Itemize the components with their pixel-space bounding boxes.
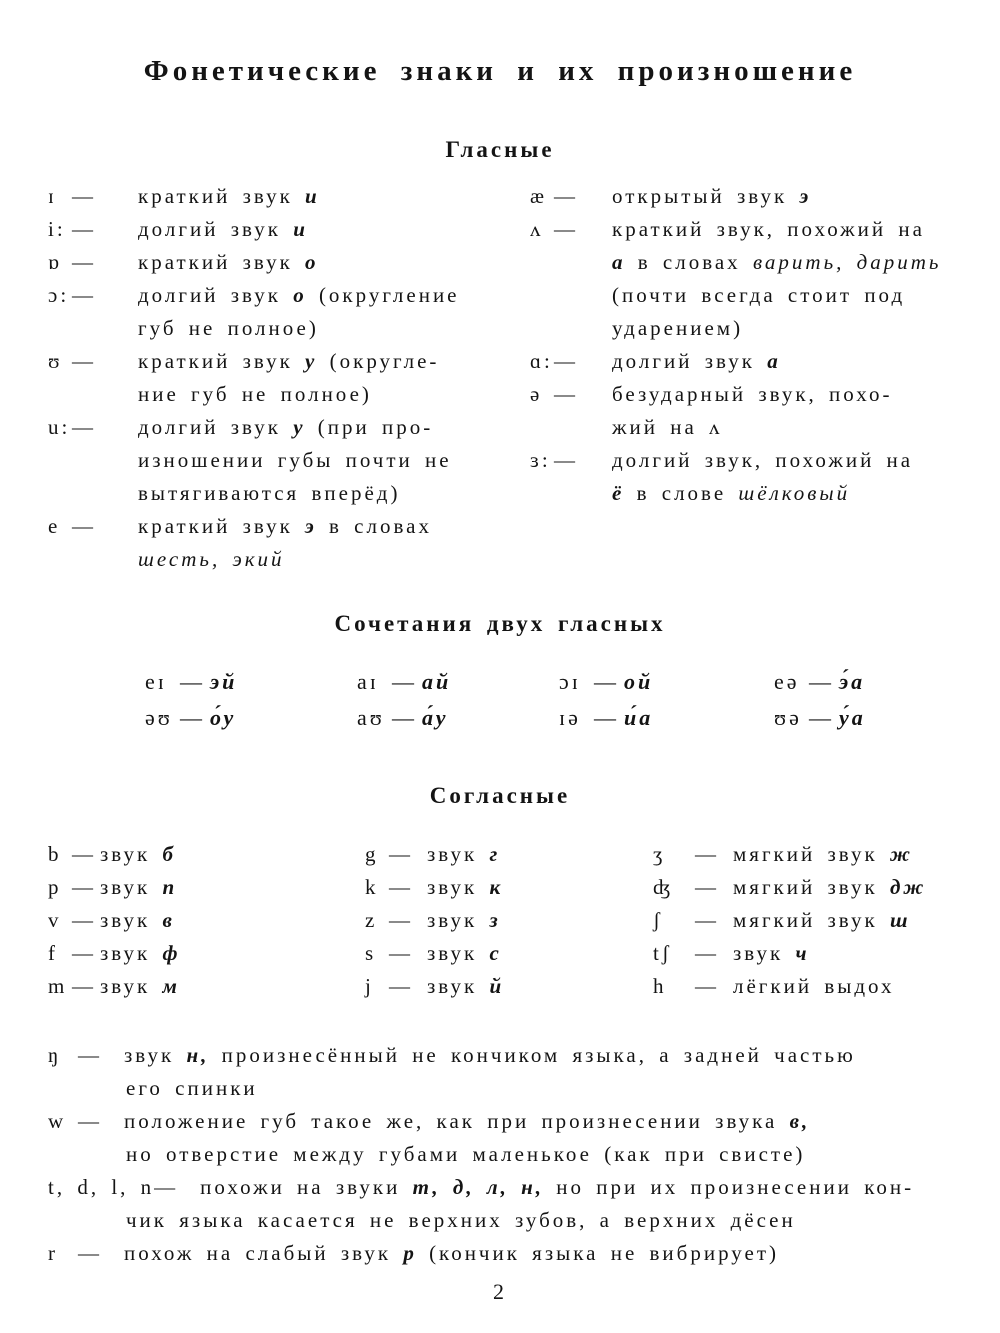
text-segment: звук [100, 875, 163, 899]
dash-separator: — [695, 974, 719, 998]
text-segment: краткий звук [138, 349, 306, 373]
dash-separator: — [72, 184, 96, 208]
text-segment: звук [100, 974, 163, 998]
dash-separator: — [72, 908, 96, 932]
text-segment: долгий звук, похожий на [612, 448, 914, 472]
text-segment: в, [789, 1109, 811, 1133]
phonetic-symbol: ɜ: [530, 448, 551, 472]
dash-separator: — [180, 705, 205, 730]
dash-separator: — [72, 250, 96, 274]
phonetic-symbol: m [48, 974, 68, 998]
phonetic-symbol: ɒ [48, 250, 62, 274]
phonetic-symbol: e [48, 514, 61, 538]
sound-description [138, 411, 493, 510]
consonant-entry [365, 871, 653, 904]
text-segment: (округление [306, 283, 460, 307]
text-segment: у [293, 415, 306, 439]
dash-separator: — [389, 842, 413, 866]
dash-separator: — [389, 974, 413, 998]
text-segment: звук [100, 842, 163, 866]
text-segment: открытый звук [612, 184, 800, 208]
text-segment: п [162, 875, 178, 899]
text-segment: у [305, 349, 318, 373]
consonant-entry [48, 904, 365, 937]
dash-separator: — [72, 842, 96, 866]
vowels-left-column [48, 180, 493, 576]
phonetic-symbol: i: [48, 217, 66, 241]
phonetic-symbol: p [48, 875, 62, 899]
vowel-entry [530, 213, 952, 345]
text-segment: произнесённый не кончиком языка, а задней частью [209, 1043, 856, 1067]
phonetic-symbol: s [365, 941, 377, 965]
dash-separator: — [554, 382, 578, 406]
sound-description [612, 345, 952, 378]
sound-description [138, 213, 493, 246]
text-segment: р [403, 1241, 417, 1265]
note-entry [48, 1237, 952, 1270]
text-segment: звук [427, 974, 490, 998]
text-segment: долгий звук [138, 283, 294, 307]
dash-separator: — [554, 448, 578, 472]
phonetic-symbol: ɪ [48, 184, 57, 208]
text-segment: мягкий звук [733, 908, 890, 932]
text-segment: г [489, 842, 501, 866]
russian-equivalent: э́а [839, 669, 866, 694]
text-segment: дж [889, 875, 927, 899]
text-segment: изношении губы почти не [138, 448, 452, 472]
vowels-heading: Гласные [445, 137, 555, 162]
text-segment: губ не полное) [138, 316, 319, 340]
text-segment: долгий звук [138, 217, 294, 241]
phonetic-symbol: aʊ [357, 705, 385, 730]
consonant-entry [365, 904, 653, 937]
phonetic-symbol: r [48, 1241, 58, 1265]
sound-description [427, 904, 653, 937]
russian-equivalent: ай [422, 669, 452, 694]
sound-description [612, 213, 952, 345]
russian-equivalent: о́у [210, 705, 237, 730]
diphthongs-heading: Сочетания двух гласных [334, 611, 666, 636]
text-segment: звук [124, 1043, 187, 1067]
text-segment: и [305, 184, 320, 208]
phonetic-symbol: ʊə [774, 705, 802, 730]
text-segment: звук [100, 941, 163, 965]
text-segment: мягкий звук [733, 842, 890, 866]
consonant-entry [653, 871, 952, 904]
dash-separator: — [180, 669, 205, 694]
dash-separator: — [389, 941, 413, 965]
dash-separator: — [72, 217, 96, 241]
phonetic-symbol: ɔ: [48, 283, 70, 307]
sound-description [100, 838, 365, 871]
dash-separator: — [72, 349, 96, 373]
phonetic-symbol: b [48, 842, 62, 866]
consonant-column [48, 838, 365, 1003]
text-segment: долгий звук [612, 349, 768, 373]
text-segment: т, д, л, н, [412, 1175, 545, 1199]
text-segment: вытягиваются вперёд) [138, 481, 401, 505]
text-segment: ё [612, 481, 625, 505]
dash-separator: — [809, 669, 834, 694]
phonetic-symbol: ʒ [653, 842, 666, 866]
vowel-entry [48, 279, 493, 345]
diphthong-entry [357, 664, 559, 700]
dash-separator: — [78, 1043, 102, 1067]
notes-section [48, 1039, 952, 1270]
vowel-entry [48, 510, 493, 576]
vowel-entry [48, 180, 493, 213]
russian-equivalent: а́у [422, 705, 449, 730]
russian-equivalent: ой [624, 669, 654, 694]
dash-separator: — [72, 941, 96, 965]
phonetic-symbol: ʃ [653, 908, 663, 932]
sound-description [612, 444, 952, 510]
text-segment: краткий звук [138, 514, 306, 538]
phonetic-symbol: u: [48, 415, 71, 439]
text-segment: ч [795, 941, 810, 965]
sound-description [733, 970, 952, 1003]
vowel-entry [48, 411, 493, 510]
vowel-entry [48, 246, 493, 279]
phonetic-symbol: ŋ [48, 1043, 62, 1067]
text-segment: о [293, 283, 307, 307]
text-segment: лёгкий выдох [733, 974, 895, 998]
text-segment: а [612, 250, 626, 274]
text-segment: жий на ʌ [612, 415, 723, 439]
sound-description [100, 871, 365, 904]
dash-separator: — [695, 941, 719, 965]
text-segment: ш [889, 908, 911, 932]
sound-description [733, 937, 952, 970]
sound-description [427, 937, 653, 970]
russian-equivalent: и́а [624, 705, 654, 730]
dash-separator: — [72, 974, 96, 998]
text-segment: э [799, 184, 812, 208]
text-segment: безударный звук, похо- [612, 382, 893, 406]
dash-separator: — [392, 669, 417, 694]
russian-equivalent: эй [210, 669, 238, 694]
consonant-entry [365, 970, 653, 1003]
phonetic-symbol: ɑ: [530, 349, 553, 373]
text-segment: звук [427, 941, 490, 965]
consonants-heading: Согласные [429, 783, 571, 808]
consonant-entry [48, 838, 365, 871]
phonetic-symbol: eə [774, 669, 800, 694]
text-segment: (кончик языка не вибрирует) [416, 1241, 780, 1265]
consonant-entry [48, 871, 365, 904]
vowel-entry [48, 345, 493, 411]
dash-separator: — [554, 349, 578, 373]
vowel-entry [530, 180, 952, 213]
diphthong-entry [774, 700, 952, 736]
text-segment: но при их произнесении кон- [544, 1175, 915, 1199]
text-segment: б [162, 842, 176, 866]
dash-separator: — [72, 514, 96, 538]
text-segment: краткий звук, похожий на [612, 217, 925, 241]
text-segment: (при про- [305, 415, 434, 439]
phonetic-symbol: ʤ [653, 875, 674, 899]
phonetic-symbol: k [365, 875, 379, 899]
phonetic-symbol: aɪ [357, 669, 379, 694]
phonetic-symbol: ə [530, 382, 543, 406]
dash-separator: — [389, 908, 413, 932]
text-segment: в [162, 908, 175, 932]
text-segment: о [305, 250, 319, 274]
sound-description [427, 970, 653, 1003]
phonetic-symbol: tʃ [653, 941, 672, 965]
phonetic-symbol: ʌ [530, 217, 544, 241]
sound-description [138, 279, 493, 345]
text-segment: звук [427, 842, 490, 866]
text-segment: а [767, 349, 781, 373]
vowel-entry [530, 345, 952, 378]
diphthong-column [774, 664, 952, 736]
text-segment: положение губ такое же, как при произнесении звука [124, 1109, 790, 1133]
text-segment: ф [162, 941, 181, 965]
text-segment: чик языка касается не верхних зубов, а верхних дёсен [126, 1208, 796, 1232]
phonetic-symbol: ɪə [559, 705, 581, 730]
text-segment: но отверстие между губами маленькое (как при свисте) [126, 1142, 806, 1166]
sound-description [138, 345, 493, 411]
text-segment: ударением) [612, 316, 744, 340]
page-title: Фонетические знаки и их произношение [143, 55, 857, 87]
consonant-entry [653, 970, 952, 1003]
consonant-entry [653, 838, 952, 871]
consonant-entry [653, 904, 952, 937]
phonetic-symbol: æ [530, 184, 548, 208]
text-segment: к [489, 875, 504, 899]
text-segment: ж [889, 842, 913, 866]
text-segment: с [489, 941, 502, 965]
dash-separator: — [554, 184, 578, 208]
text-segment: шесть, экий [138, 547, 285, 571]
note-entry [48, 1039, 952, 1105]
phonetic-symbol: eɪ [145, 669, 167, 694]
dash-separator: — [594, 705, 619, 730]
consonants-section [48, 838, 952, 1003]
phonetic-symbol: z [365, 908, 378, 932]
dash-separator: — [809, 705, 834, 730]
dash-separator: — [695, 875, 719, 899]
consonant-entry [653, 937, 952, 970]
page-number: 2 [493, 1279, 507, 1304]
text-segment: варить, дарить [752, 250, 942, 274]
note-entry [48, 1105, 952, 1171]
dash-separator: — [72, 875, 96, 899]
sound-description [100, 970, 365, 1003]
phonetic-symbol: v [48, 908, 62, 932]
diphthong-entry [145, 700, 357, 736]
text-segment: долгий звук [138, 415, 294, 439]
text-segment: з [489, 908, 501, 932]
text-segment: его спинки [126, 1076, 258, 1100]
phonetic-symbol: j [365, 974, 374, 998]
text-segment: м [162, 974, 180, 998]
sound-description [427, 838, 653, 871]
document-page [0, 54, 1000, 1306]
consonant-column [365, 838, 653, 1003]
text-segment: э [305, 514, 317, 538]
consonant-entry [365, 937, 653, 970]
note-entry [48, 1171, 952, 1237]
diphthong-column [559, 664, 774, 736]
sound-description [733, 871, 952, 904]
phonetic-symbol: g [365, 842, 379, 866]
text-segment: похож на слабый звук [124, 1241, 404, 1265]
dash-separator: — [78, 1109, 102, 1133]
consonant-entry [48, 970, 365, 1003]
text-segment: шёлковый [738, 481, 851, 505]
dash-separator: — [554, 217, 578, 241]
sound-description [100, 937, 365, 970]
text-segment: звук [427, 875, 490, 899]
phonetic-symbol: t, d, l, n [48, 1175, 155, 1199]
vowels-section [48, 180, 952, 576]
diphthong-entry [774, 664, 952, 700]
diphthong-entry [559, 664, 774, 700]
dash-separator: — [389, 875, 413, 899]
text-segment: (округле- [317, 349, 440, 373]
sound-description [612, 180, 952, 213]
text-segment: в слове [624, 481, 739, 505]
text-segment: похожи на звуки [200, 1175, 413, 1199]
sound-description [100, 904, 365, 937]
diphthong-column [145, 664, 357, 736]
text-segment: мягкий звук [733, 875, 890, 899]
sound-description [138, 180, 493, 213]
text-segment: звук [733, 941, 796, 965]
text-segment: краткий звук [138, 184, 306, 208]
dash-separator: — [594, 669, 619, 694]
diphthong-entry [559, 700, 774, 736]
diphthong-entry [145, 664, 357, 700]
text-segment: звук [427, 908, 490, 932]
sound-description [612, 378, 952, 444]
phonetic-symbol: h [653, 974, 667, 998]
vowel-entry [530, 444, 952, 510]
vowels-right-column [530, 180, 952, 576]
text-segment: ние губ не полное) [138, 382, 372, 406]
sound-description [733, 838, 952, 871]
dash-separator: — [154, 1175, 179, 1199]
dash-separator: — [392, 705, 417, 730]
dash-separator: — [72, 415, 96, 439]
russian-equivalent: у́а [839, 705, 866, 730]
text-segment: звук [100, 908, 163, 932]
diphthong-entry [357, 700, 559, 736]
text-segment: краткий звук [138, 250, 306, 274]
consonant-column [653, 838, 952, 1003]
dash-separator: — [78, 1241, 102, 1265]
vowel-entry [530, 378, 952, 444]
text-segment: в словах [625, 250, 753, 274]
sound-description [138, 246, 493, 279]
consonant-entry [48, 937, 365, 970]
text-segment: и [293, 217, 308, 241]
phonetic-symbol: w [48, 1109, 67, 1133]
diphthongs-section [145, 664, 952, 736]
text-segment: в словах [316, 514, 432, 538]
vowel-entry [48, 213, 493, 246]
phonetic-symbol: f [48, 941, 58, 965]
sound-description [138, 510, 493, 576]
phonetic-symbol: ʊ [48, 349, 63, 373]
dash-separator: — [695, 842, 719, 866]
sound-description [733, 904, 952, 937]
dash-separator: — [72, 283, 96, 307]
dash-separator: — [695, 908, 719, 932]
text-segment: (почти всегда стоит под [612, 283, 906, 307]
consonant-entry [365, 838, 653, 871]
phonetic-symbol: ɔɪ [559, 669, 581, 694]
text-segment: н, [186, 1043, 210, 1067]
diphthong-column [357, 664, 559, 736]
sound-description [427, 871, 653, 904]
text-segment: й [489, 974, 505, 998]
phonetic-symbol: əʊ [145, 705, 173, 730]
